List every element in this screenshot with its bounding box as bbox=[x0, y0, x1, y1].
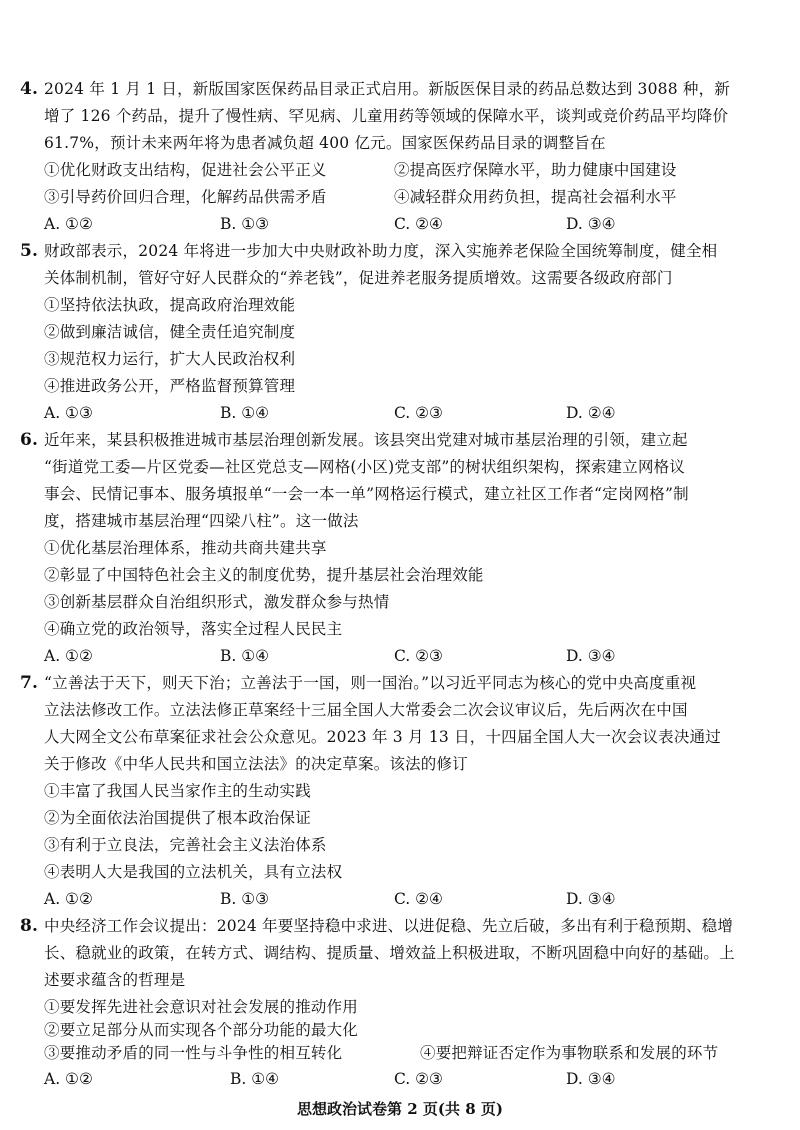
option-1: ①坚持依法执政，提高政府治理效能 bbox=[44, 296, 296, 314]
answer-b: B. ①④ bbox=[220, 404, 270, 422]
option-3: ③规范权力运行，扩大人民政治权利 bbox=[44, 350, 296, 368]
question-stem-line: 2024 年 1 月 1 日，新版国家医保药品目录正式启用。新版医保目录的药品总数达到 3088 种，新 bbox=[44, 80, 731, 98]
answer-c: C. ②③ bbox=[394, 1070, 443, 1088]
question-stem-line: 人大网全文公布草案征求社会公众意见。2023 年 3 月 13 日，十四届全国人大一次会议表决通过 bbox=[44, 728, 721, 746]
page-footer: 思想政治试卷第 2 页(共 8 页) bbox=[297, 1100, 503, 1118]
question-stem-line: 事会、民情记事本、服务填报单“一会一本一单”网格运行模式，建立社区工作者“定岗网格”制 bbox=[44, 485, 689, 503]
question-stem-line: 关体制机制，管好守好人民群众的“养老钱”，促进养老服务提质增效。这需要各级政府部门 bbox=[44, 269, 673, 287]
answer-b: B. ①③ bbox=[220, 215, 270, 233]
option-4: ④减轻群众用药负担，提高社会福利水平 bbox=[394, 188, 677, 206]
question-number: 6. bbox=[20, 430, 39, 450]
option-3: ③创新基层群众自治组织形式，激发群众参与热情 bbox=[44, 593, 390, 611]
answer-c: C. ②④ bbox=[394, 890, 443, 908]
option-4: ④表明人大是我国的立法机关，具有立法权 bbox=[44, 863, 343, 881]
option-2: ②提高医疗保障水平，助力健康中国建设 bbox=[394, 161, 677, 179]
answer-a: A. ①③ bbox=[44, 404, 93, 422]
answer-a: A. ①② bbox=[44, 1070, 93, 1088]
question-stem-line: “街道党工委—片区党委—社区党总支—网格(小区)党支部”的树状组织架构，探索建立网格议 bbox=[44, 458, 686, 476]
question-stem-line: 长、稳就业的政策，在转方式、调结构、提质量、增效益上积极进取，不断巩固稳中向好的基础。上 bbox=[44, 944, 735, 962]
answer-c: C. ②④ bbox=[394, 215, 443, 233]
option-1: ①要发挥先进社会意识对社会发展的推动作用 bbox=[44, 998, 359, 1016]
question-stem-line: 61.7%，预计未来两年将为患者减负超 400 亿元。国家医保药品目录的调整旨在 bbox=[44, 134, 606, 152]
question-stem-line: 近年来，某县积极推进城市基层治理创新发展。该县突出党建对城市基层治理的引领，建立起 bbox=[44, 431, 688, 449]
option-2: ②做到廉洁诚信，健全责任追究制度 bbox=[44, 323, 296, 341]
option-1: ①优化财政支出结构，促进社会公平正义 bbox=[44, 161, 327, 179]
question-stem-line: 财政部表示，2024 年将进一步加大中央财政补助力度，深入实施养老保险全国统筹制度，健全相 bbox=[44, 242, 718, 260]
answer-c: C. ②③ bbox=[394, 404, 443, 422]
question-stem-line: “立善法于天下，则天下治；立善法于一国，则一国治。”以习近平同志为核心的党中央高度重视 bbox=[44, 674, 697, 692]
option-1: ①优化基层治理体系，推动共商共建共享 bbox=[44, 539, 327, 557]
option-4: ④确立党的政治领导，落实全过程人民民主 bbox=[44, 620, 343, 638]
question-stem-line: 关于修改《中华人民共和国立法法》的决定草案。该法的修订 bbox=[44, 755, 468, 773]
question-stem-line: 立法法修改工作。立法法修正草案经十三届全国人大常委会二次会议审议后，先后两次在中国 bbox=[44, 701, 688, 719]
answer-d: D. ③④ bbox=[566, 1070, 616, 1088]
option-3: ③要推动矛盾的同一性与斗争性的相互转化 bbox=[44, 1044, 343, 1062]
answer-d: D. ③④ bbox=[566, 890, 616, 908]
option-4: ④要把辩证否定作为事物联系和发展的环节 bbox=[420, 1044, 719, 1062]
answer-d: D. ③④ bbox=[566, 215, 616, 233]
option-3: ③有利于立良法，完善社会主义法治体系 bbox=[44, 836, 327, 854]
answer-b: B. ①④ bbox=[230, 1070, 280, 1088]
option-2: ②彰显了中国特色社会主义的制度优势，提升基层社会治理效能 bbox=[44, 566, 484, 584]
answer-a: A. ①② bbox=[44, 215, 93, 233]
option-3: ③引导药价回归合理，化解药品供需矛盾 bbox=[44, 188, 327, 206]
question-number: 8. bbox=[20, 916, 39, 936]
answer-a: A. ①② bbox=[44, 890, 93, 908]
question-stem-line: 增了 126 个药品，提升了慢性病、罕见病、儿童用药等领域的保障水平，谈判或竞价药品平均降价 bbox=[44, 107, 729, 125]
answer-b: B. ①④ bbox=[220, 647, 270, 665]
answer-a: A. ①② bbox=[44, 647, 93, 665]
option-2: ②要立足部分从而实现各个部分功能的最大化 bbox=[44, 1021, 359, 1039]
question-stem-line: 度，搭建城市基层治理“四梁八柱”。这一做法 bbox=[44, 512, 359, 530]
option-2: ②为全面依法治国提供了根本政治保证 bbox=[44, 809, 311, 827]
answer-d: D. ②④ bbox=[566, 404, 616, 422]
answer-d: D. ③④ bbox=[566, 647, 616, 665]
question-number: 5. bbox=[20, 241, 39, 261]
answer-b: B. ①③ bbox=[220, 890, 270, 908]
question-number: 4. bbox=[20, 79, 39, 99]
option-4: ④推进政务公开，严格监督预算管理 bbox=[44, 377, 296, 395]
question-stem-line: 中央经济工作会议提出：2024 年要坚持稳中求进、以进促稳、先立后破，多出有利于稳预期、稳增 bbox=[44, 917, 734, 935]
answer-c: C. ②③ bbox=[394, 647, 443, 665]
question-number: 7. bbox=[20, 673, 39, 693]
option-1: ①丰富了我国人民当家作主的生动实践 bbox=[44, 782, 311, 800]
question-stem-line: 述要求蕴含的哲理是 bbox=[44, 971, 186, 989]
